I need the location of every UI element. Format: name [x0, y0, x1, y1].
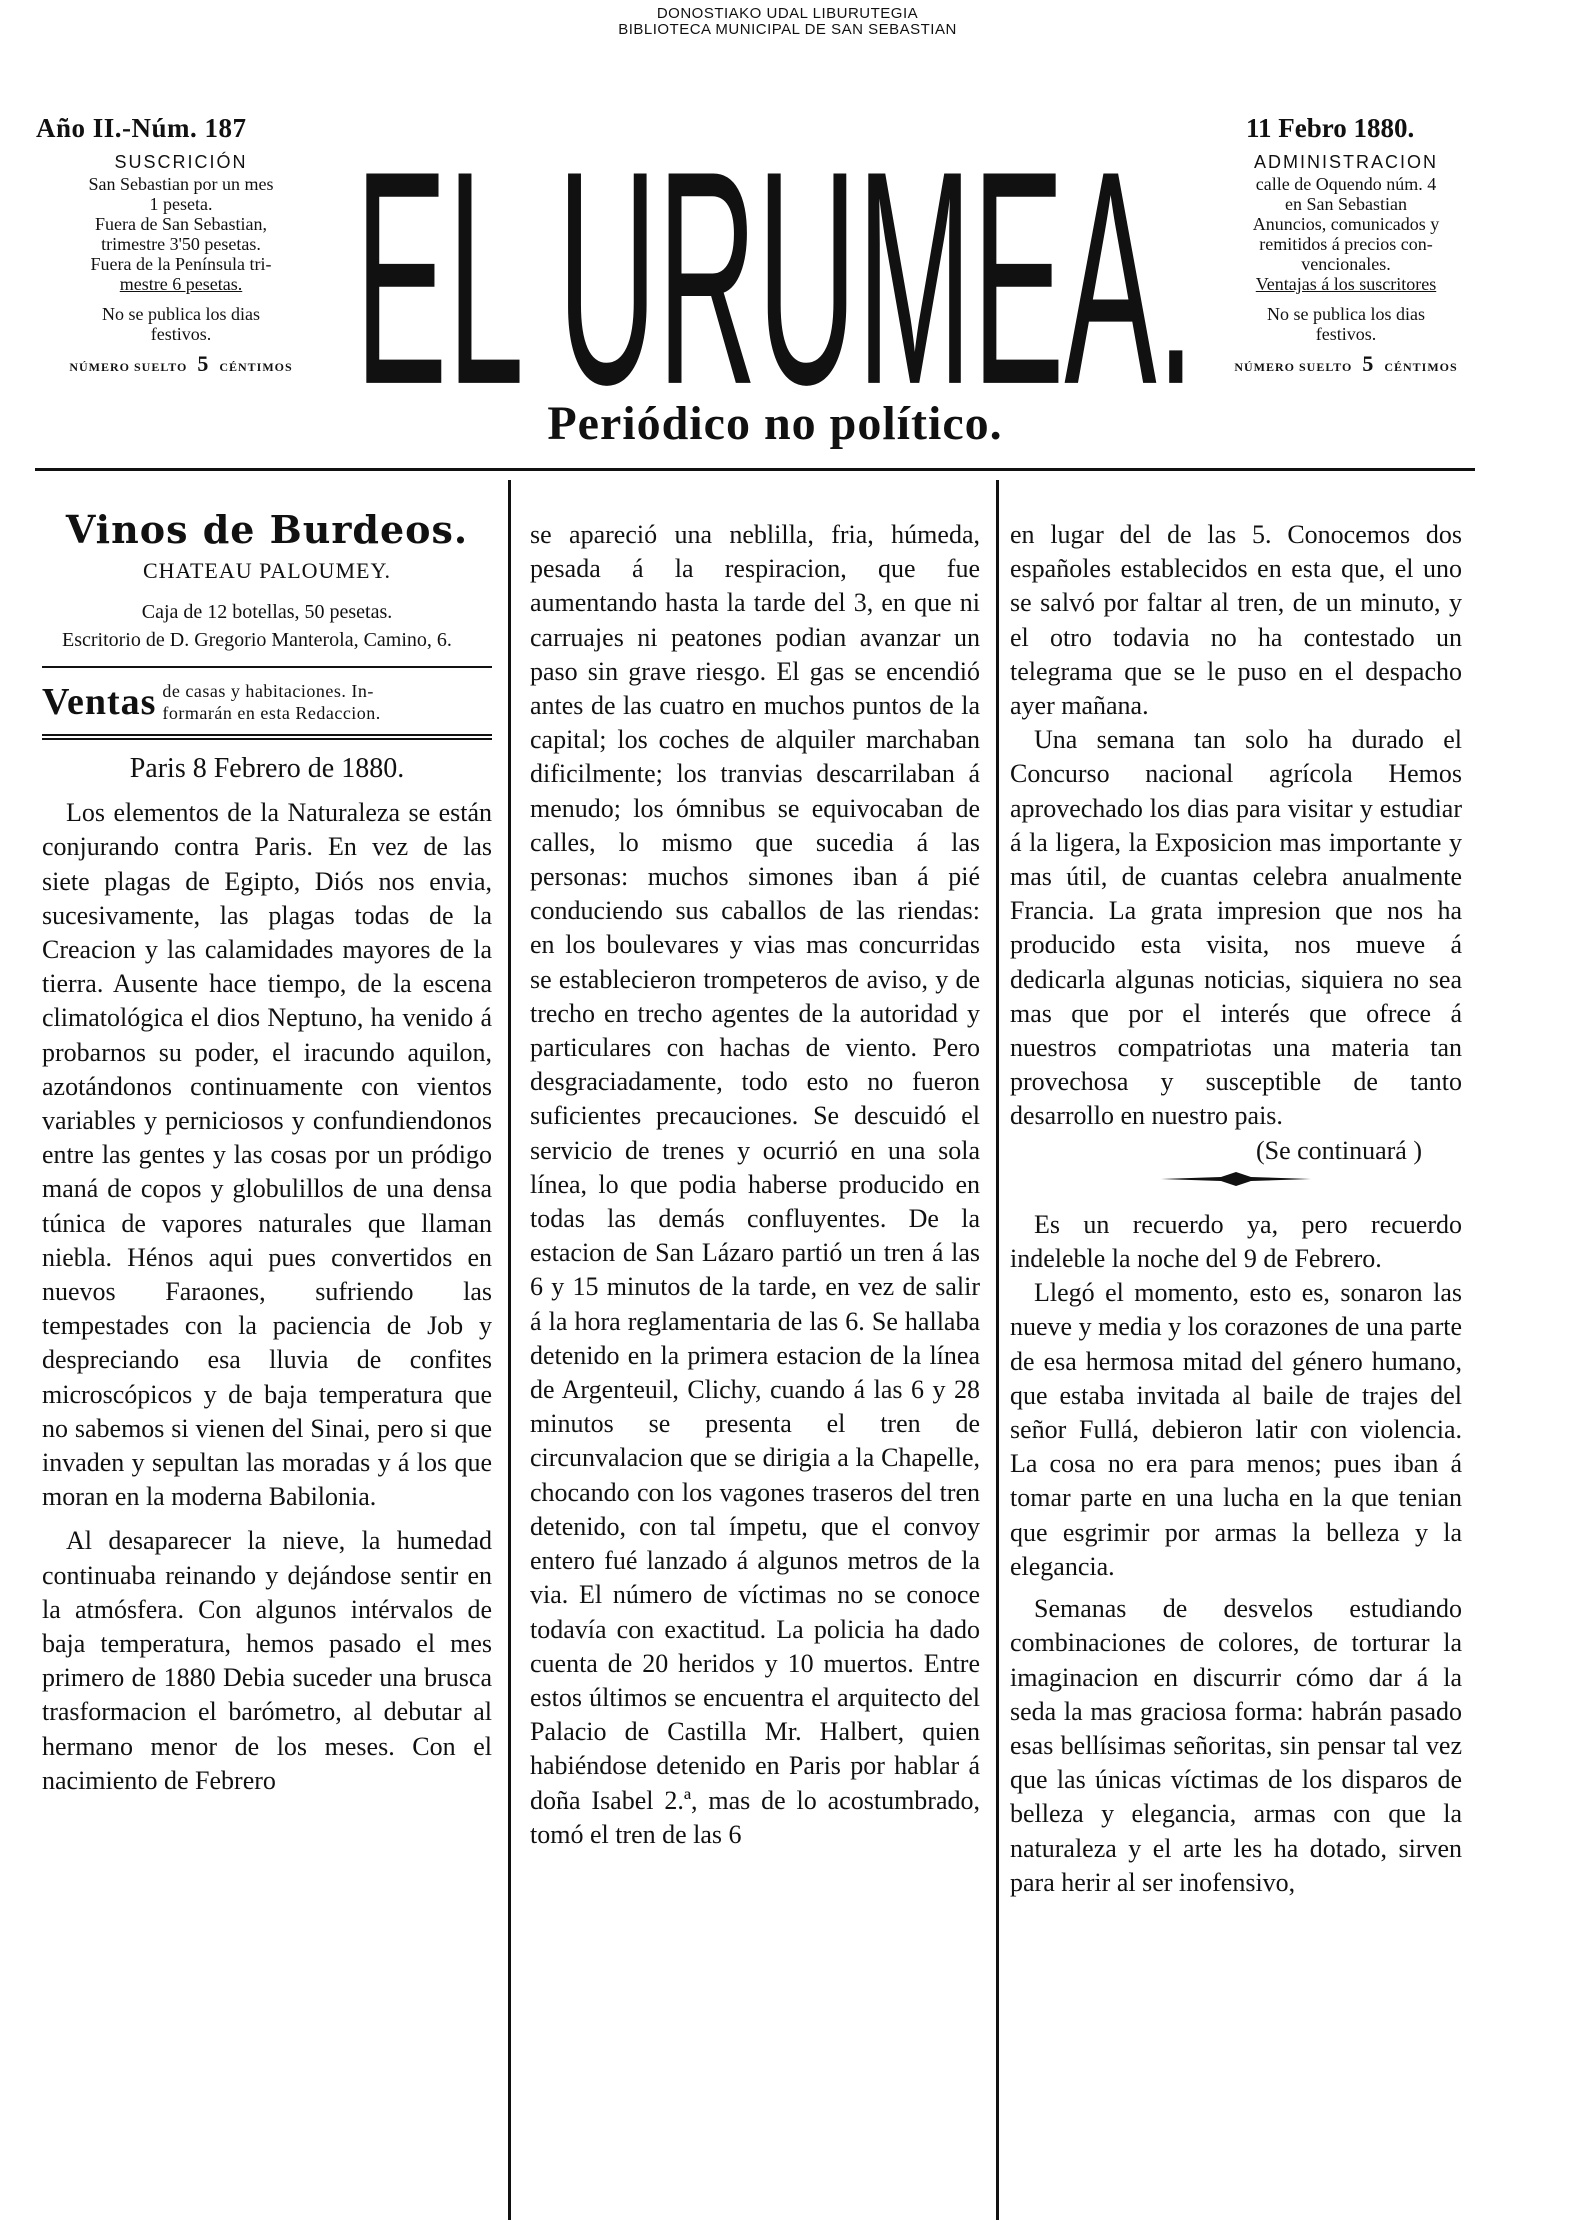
subscription-line6: mestre 6 pesetas. [119, 274, 243, 294]
ventas-text [162, 680, 380, 724]
subscription-heading: SUSCRICIÓN [114, 152, 248, 172]
issue-date: 11 Febro 1880. [1246, 113, 1415, 143]
price-unit: CÉNTIMOS [219, 360, 293, 374]
column-1 [42, 478, 492, 1798]
administration-line1: calle de Oquendo núm. 4 [1255, 174, 1437, 194]
price-value: 5 [1362, 351, 1375, 376]
article-paragraph: Semanas de desvelos estudiando combinaciones de colores, de torturar la imaginacion en discurrir cómo dar á la seda la mas graciosa forma: habrán pasado esas bellísimas señoritas, sin pensar tal vez que las únicas víctimas de los disparos de belleza y elegancia, armas con que la naturaleza y el arte les ha dotado, sirven para herir al ser inofensivo, [1010, 1594, 1462, 1897]
wine-ad-line2: Escritorio de D. Gregorio Manterola, Camino, 6. [62, 629, 452, 651]
ventas-line2: formarán en esta Redaccion. [162, 703, 381, 723]
section-divider [42, 734, 492, 740]
archive-stamp-line2: BIBLIOTECA MUNICIPAL DE SAN SEBASTIAN [618, 21, 957, 38]
subscription-line3: Fuera de San Sebastian, [95, 214, 267, 234]
article-dateline: Paris 8 Febrero de 1880. [129, 753, 405, 784]
wine-ad-title: Vinos de Burdeos. [65, 507, 469, 552]
header-rule [35, 468, 1475, 471]
price-box-right [1206, 351, 1486, 377]
subscription-note2: festivos. [150, 324, 212, 344]
price-prefix: NÚMERO SUELTO [69, 360, 188, 374]
column-rule-1 [508, 480, 511, 2220]
administration-line3: Anuncios, comunicados y [1252, 214, 1440, 234]
article-paragraph: Es un recuerdo ya, pero recuerdo indeleble la noche del 9 de Febrero. [1010, 1209, 1462, 1274]
administration-line5: vencionales. [1301, 254, 1391, 274]
archive-stamp [0, 6, 1575, 38]
subscription-line4: trimestre 3'50 pesetas. [101, 234, 261, 254]
wine-ad-subtitle: CHATEAU PALOUMEY. [142, 558, 392, 583]
ad-divider [42, 666, 492, 668]
price-prefix: NÚMERO SUELTO [1234, 360, 1353, 374]
subscription-box [36, 113, 326, 377]
column-2 [530, 518, 980, 1852]
column-rule-2 [996, 480, 999, 2220]
ornament-icon [1161, 1172, 1311, 1186]
article-paragraph: Llegó el momento, esto es, sonaron las nueve y media y los corazones de una parte de esa hermosa mitad del género humano, que estaba invitada al baile de trajes del señor Fullá, debieron latir con violencia. La cosa no era para menos; pues iban á tomar parte en una lucha en la que tenian que esgrimir por armas la belleza y la elegancia. [1010, 1278, 1462, 1581]
article-paragraph: en lugar del de las 5. Conocemos dos españoles establecidos en esta que, el uno se salvó por faltar al tren, de un minuto, y el otro todavia no ha contestado un telegrama que se le puso en el despacho ayer mañana. [1010, 520, 1462, 721]
price-box-left [36, 351, 326, 377]
wine-ad-line1: Caja de 12 botellas, 50 pesetas. [141, 601, 393, 623]
price-value: 5 [197, 351, 210, 376]
section-ornament [1010, 1172, 1462, 1186]
price-unit: CÉNTIMOS [1384, 360, 1458, 374]
archive-stamp-line1: DONOSTIAKO UDAL LIBURUTEGIA [656, 5, 919, 22]
administration-line2: en San Sebastian [1285, 194, 1407, 214]
subscription-note1: No se publica los dias [102, 304, 260, 324]
subscription-line1: San Sebastian por un mes [88, 174, 274, 194]
column-3 [1010, 518, 1462, 1900]
masthead [340, 88, 1210, 398]
continuation-note: (Se continuará ) [1255, 1135, 1422, 1165]
subscription-line2: 1 peseta. [149, 194, 213, 214]
administration-box [1206, 113, 1486, 377]
article-paragraph: Al desaparecer la nieve, la humedad continuaba reinando y dejándose sentir en la atmósfera. Con algunos intérvalos de baja temperatura, hemos pasado el mes primero de 1880 Debia suceder una brusca trasformacion el barómetro, al debutar al hermano menor de los meses. Con el nacimiento de Febrero [42, 1526, 492, 1795]
ventas-title: Ventas [42, 680, 157, 723]
article-paragraph: se apareció una neblilla, fria, húmeda, pesada á la respiracion, que fue aumentando hasta la tarde del 3, en que ni carruajes ni peatones podian avanzar un paso sin grave riesgo. El gas se encendió antes de las cuatro en muchos puntos de la capital; los coches de alquiler marchaban dificilmente; los tranvias descarrilaban á menudo; los ómnibus se equivocaban de calles, lo mismo que sucedia á las personas: muchos simones iban á pié conduciendo sus caballos de las riendas: en los boulevares y vias mas concurridas se establecieron trompeteros de aviso, y de trecho en trecho agentes de la autoridad y particulares con hachas de viento. Pero desgraciadamente, todo esto no fueron suficientes precauciones. Se descuidó el servicio de trenes y ocurrió en una sola línea, lo que podia haberse producido en todas las demás confluyentes. De la estacion de San Lázaro partió un tren á las 6 y 15 minutos de la tarde, en vez de salir á la hora reglamentaria de las 6. Se hallaba detenido en la primera estacion de la línea de Argenteuil, Clichy, cuando á las 6 y 28 minutos se presenta el tren de circunvalacion que se dirigia a la Chapelle, chocando con los vagones traseros del tren detenido, con tal ímpetu, que el convoy entero fué lanzado á algunos metros de la via. El número de víctimas no se conoce todavía con exactitud. La policia ha dado cuenta de 20 heridos y 10 muertos. Entre estos últimos se encuentra el arquitecto del Palacio de Castilla Mr. Halbert, quien habiéndose detenido en Paris por hablar á doña Isabel 2.ª, mas de lo acostumbrado, tomó el tren de las 6 [530, 520, 980, 1849]
administration-line6: Ventajas á los suscritores [1255, 274, 1437, 294]
masthead-title: EL URUMEA. [354, 107, 1195, 398]
article-paragraph: Los elementos de la Naturaleza se están conjurando contra Paris. En vez de las siete plagas de Egipto, Diós nos envia, sucesivamente, las plagas todas de la Creacion y las calamidades mayores de la tierra. Ausente hace tiempo, de la escena climatológica el dios Neptuno, ha venido á probarnos su poder, el iracundo aquilon, azotándonos continuamente con vientos variables y perniciosos y confundiendonos entre las gentes y las cosas por un pródigo maná de copos y globulillos de una densa túnica de vapores naturales que llaman niebla. Hénos aqui pues convertidos en nuevos Faraones, sufriendo las tempestades con la paciencia de Job y despreciando esa lluvia de confites microscópicos y de baja temperatura que no sabemos si vienen del Sinai, pero si que invaden y sepultan las moradas y á los que moran en la moderna Babilonia. [42, 798, 492, 1512]
ventas-ad [42, 680, 492, 724]
administration-heading: ADMINISTRACION [1253, 152, 1438, 172]
ventas-line1: de casas y habitaciones. In- [162, 681, 374, 701]
subtitle: Periódico no político. [547, 397, 1003, 450]
administration-line4: remitidos á precios con- [1259, 234, 1433, 254]
administration-note1: No se publica los dias [1267, 304, 1425, 324]
issue-number: Año II.-Núm. 187 [36, 113, 247, 143]
administration-note2: festivos. [1315, 324, 1377, 344]
masthead-title-svg [340, 88, 1210, 398]
article-paragraph: Una semana tan solo ha durado el Concurso nacional agrícola Hemos aprovechado los dias para visitar y estudiar á la ligera, la Exposicion mas importante y mas útil, de cuantas celebra anualmente Francia. La grata impresion que nos ha producido esta visita, nos mueve á dedicarla algunas noticias, siquiera no sea mas que por el interés que ofrece á nuestros compatriotas una materia tan provechosa y susceptible de tanto desarrollo en nuestro pais. [1010, 725, 1462, 1131]
subscription-line5: Fuera de la Península tri- [90, 254, 272, 274]
